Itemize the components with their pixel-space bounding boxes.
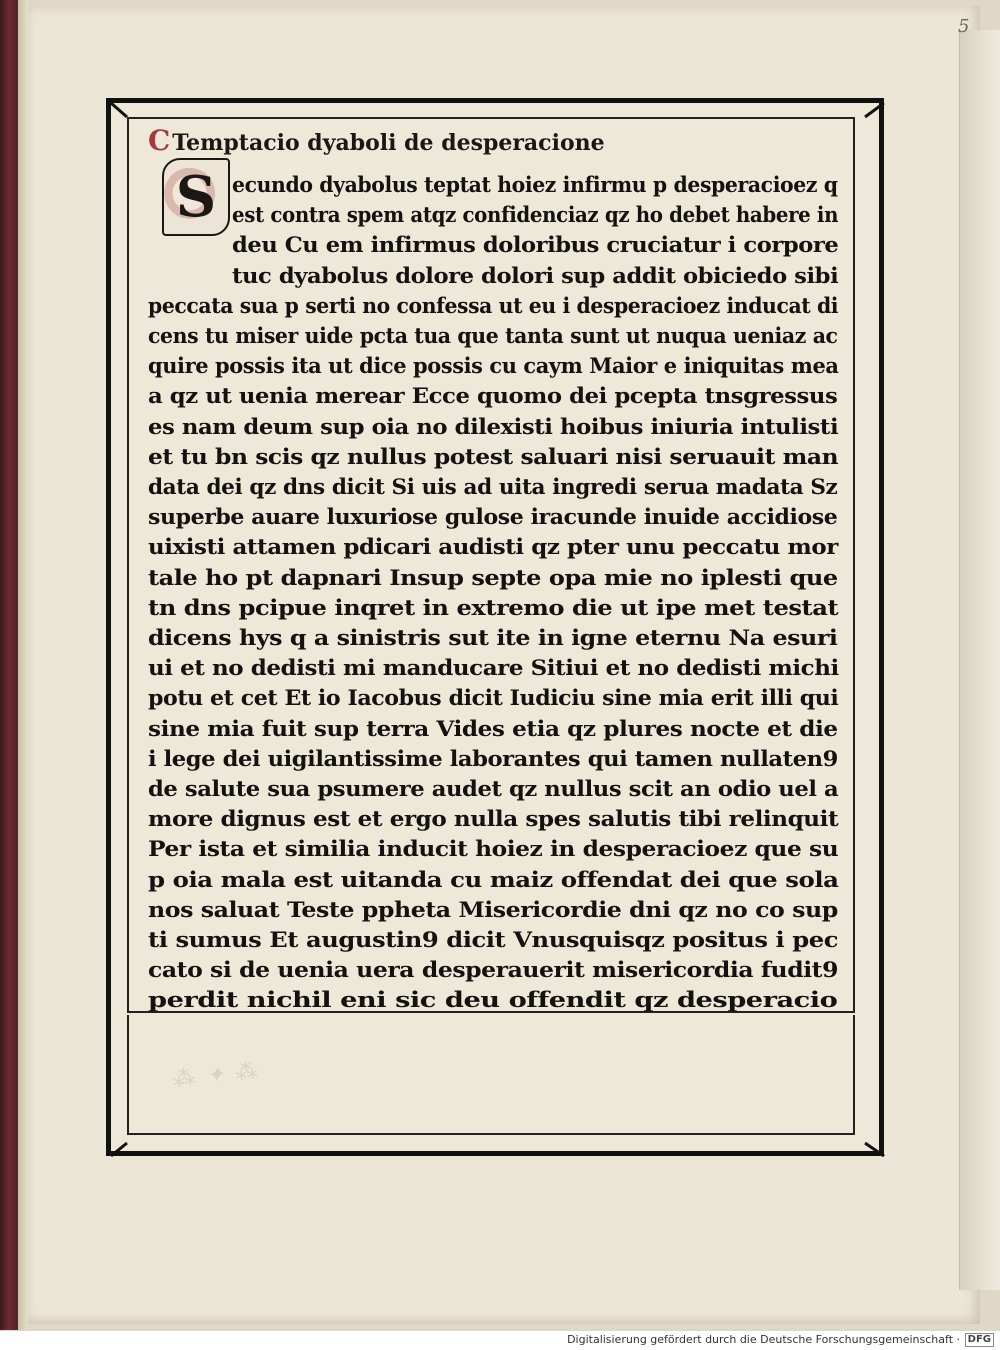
text-line: a qz ut uenia merear Ecce quomo dei pcepta tnsgressus [148,383,838,409]
text-line: perdit nichil eni sic deu offendit qz desperacio [148,987,838,1013]
page-foldout [959,30,1000,1290]
text-line: tale ho pt dapnari Insup septe opa mie no iplesti que [148,564,838,590]
text-line: ti sumus Et augustin9 dicit Vnusquisqz positus i pec [148,927,839,952]
text-line: peccata sua p serti no confessa ut eu i desperacioez inducat di [148,292,839,318]
text-line: cato si de uenia uera desperauerit misericordia fudit9 [148,957,839,983]
text-line: uixisti attamen pdicari audisti qz pter unu peccatu mor [148,534,838,560]
text-line: de salute sua psumere audet qz nullus scit an odio uel a [148,776,839,801]
footer-bar [0,1330,1000,1350]
text-line: es nam deum sup oia no dilexisti hoibus iniuria intulisti [148,413,839,439]
rubric-heading [148,124,605,157]
text-line: data dei qz dns dicit Si uis ad uita ingredi serua madata Sz [148,474,838,499]
text-line: superbe auare luxuriose gulose iracunde inuide accidiose [148,504,838,530]
text-line: nos saluat Teste ppheta Misericordie dni qz no co sup [148,896,838,922]
rubric-mark: C [148,124,171,157]
page-edge [18,0,28,1330]
text-line: deu Cu em infirmus doloribus cruciatur i corpore [232,232,839,258]
text-line: et tu bn scis qz nullus potest saluari nisi seruauit man [148,443,839,469]
folio-number: 5 [958,16,970,37]
initial-letter: S [175,164,217,230]
footer-credit: Digitalisierung gefördert durch die Deutsche Forschungsgemeinschaft · [567,1333,960,1346]
decorated-initial [162,158,230,236]
text-line: more dignus est et ergo nulla spes salutis tibi relinquit [148,806,839,832]
text-line: tn dns pcipue inqret in extremo die ut ipe met testat [148,594,839,620]
text-line: i lege dei uigilantissime laborantes qui tamen nullaten9 [148,745,838,771]
rubric-title: Temptacio dyaboli de desperacione [172,130,605,156]
faint-stamp-watermark: ⁂ ✦ ⁂ [172,1058,261,1093]
text-line: quire possis ita ut dice possis cu caym Maior e iniquitas mea [148,353,839,379]
text-line: potu et cet Et io Iacobus dicit Iudiciu sine mia erit illi qui [148,685,839,711]
text-line: Per ista et similia inducit hoiez in desperacioez que su [148,836,839,862]
text-line: sine mia fuit sup terra Vides etia qz plures nocte et die [148,715,838,741]
text-line: cens tu miser uide pcta tua que tanta sunt ut nuqua ueniaz ac [148,323,838,348]
text-line: est contra spem atqz confidenciaz qz ho debet habere in [232,202,839,228]
text-line: p oia mala est uitanda cu maiz offendat dei que sola [148,866,839,892]
text-line: ecundo dyabolus teptat hoiez infirmu p desperacioez q [232,172,838,197]
book-spine [0,0,18,1330]
dfg-logo: DFG [965,1333,994,1347]
text-line: dicens hys q a sinistris sut ite in igne eternu Na esuri [148,625,838,650]
text-line: ui et no dedisti mi manducare Sitiui et no dedisti michi [148,655,839,681]
text-line: tuc dyabolus dolore dolori sup addit obiciedo sibi [232,262,839,288]
